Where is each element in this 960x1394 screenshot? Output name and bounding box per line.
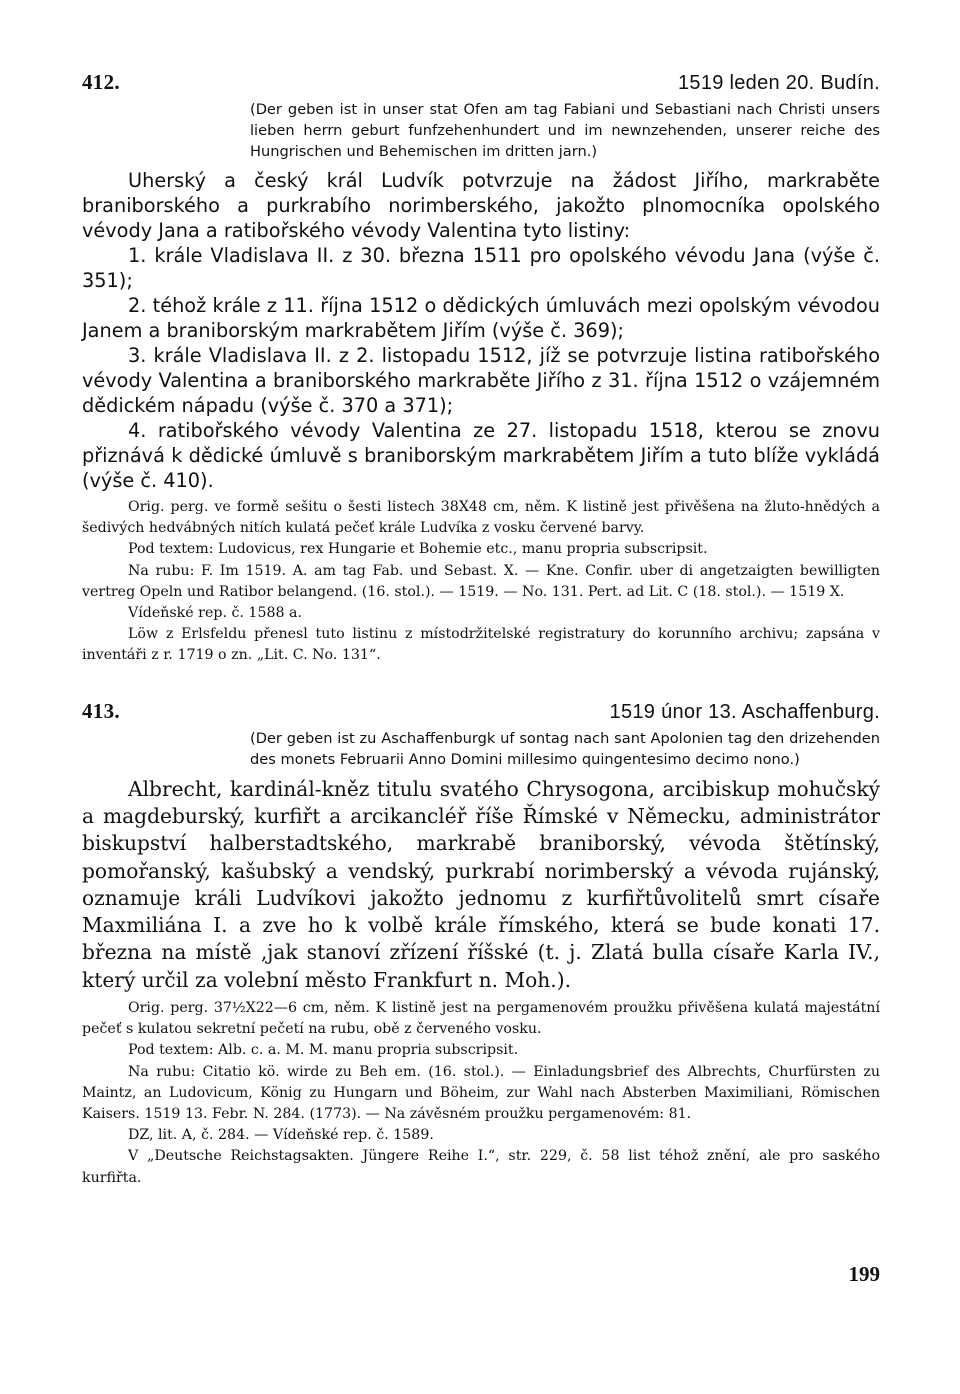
entry-412 [82, 70, 880, 667]
note-paragraph: Löw z Erlsfeldu přenesl tuto listinu z místodržitelské registratury do korunního archivu; zapsána v inventáři z r. 1719 o zn. „Lit. C. No. 131“. [82, 626, 880, 664]
entry-summary: Uherský a český král Ludvík potvrzuje na žádost Jiřího, markraběte braniborského a purkrabího norimberského, jakožto plnomocníka opolského vévody Jana a ratibořského vévody Valentina tyto listiny: [82, 169, 880, 242]
entry-summary: Albrecht, kardinál-kněz titulu svatého Chrysogona, arcibiskup mohučský a magdeburský, kurfiřt a arcikancléř říše Římské v Německu, administrátor biskupství halberstadtského, markrabě braniborský, vévoda štětínský, pomořanský, kašubský a vendský, purkrabí norimberský a vévoda rujánský, oznamuje králi Ludvíkovi jakožto jednomu z kurfiřtůvolitelů smrt císaře Maxmiliána I. a zve ho k volbě krále římského, která se bude konati 17. března na místě ‚jak stanoví zřízení říšské (t. j. Zlatá bulla císaře Karla IV., který určil za volební město Frankfurt n. Moh.). [82, 776, 880, 992]
note-paragraph: DZ, lit. A, č. 284. — Vídeňské rep. č. 1589. [128, 1127, 434, 1144]
document-page [82, 70, 880, 1189]
entry-notes [82, 497, 880, 667]
note-paragraph: Pod textem: Ludovicus, rex Hungarie et Bohemie etc., manu propria subscripsit. [128, 541, 708, 558]
list-item: 3. krále Vladislava II. z 2. listopadu 1512, jíž se potvrzuje listina ratibořského vévody Valentina a braniborského markraběte Jiřího z 31. října 1512 o vzájemném dědickém nápadu (výše č. 370 a 371); [82, 344, 880, 417]
list-item: 1. krále Vladislava II. z 30. března 1511 pro opolského vévodu Jana (výše č. 351); [82, 244, 880, 292]
list-item: 4. ratibořského vévody Valentina ze 27. listopadu 1518, kterou se znovu přiznává k dědické úmluvě s braniborským markrabětem Jiřím a tuto blíže vykládá (výše č. 410). [82, 419, 880, 492]
entry-number: 413. [82, 698, 120, 723]
entry-number: 412. [82, 70, 120, 94]
entry-notes [82, 998, 880, 1189]
entry-quote: (Der geben ist in unser stat Ofen am tag Fabiani und Sebastiani nach Christi unsers lieben herrn geburt funfzehenhundert und im newnzehenden, unserer reiche des Hungrischen und Behemischen im dritten jarn.) [250, 101, 880, 160]
page-number: 199 [848, 1262, 880, 1286]
note-paragraph: Na rubu: F. Im 1519. A. am tag Fab. und Sebast. X. — Kne. Confir. uber di angetzaigten bewilligten vertreg Opeln und Ratibor belangend. (16. stol.). — 1519. — No. 131. Pert. ad Lit. C (18. stol.). — 1519 X. [82, 562, 880, 600]
entry-413 [82, 699, 880, 1189]
note-paragraph: Orig. perg. 37½X22—6 cm, něm. K listině jest na pergamenovém proužku přivěšena kulatá majestátní pečeť s kulatou sekretní pečetí na rubu, obě z červeného vosku. [82, 1000, 880, 1038]
note-paragraph: Vídeňské rep. č. 1588 a. [128, 605, 303, 622]
note-paragraph: V „Deutsche Reichstagsakten. Jüngere Reihe I.“, str. 229, č. 58 list téhož znění, ale pro saského kurfiřta. [82, 1148, 880, 1186]
entry-header [82, 699, 880, 724]
entry-date: 1519 leden 20. Budín. [677, 72, 880, 94]
note-paragraph: Pod textem: Alb. c. a. M. M. manu propria subscripsit. [128, 1042, 519, 1059]
note-paragraph: Na rubu: Citatio kö. wirde zu Beh em. (16. stol.). — Einladungsbrief des Albrechts, Churfürsten zu Maintz, an Ludovicum, König zu Hungarn und Böheim, zur Wahl nach Absterben Maximiliani, Römischen Kaisers. 1519 13. Febr. N. 284. (1773). — Na závěsném proužku pergamenovém: 81. [82, 1063, 880, 1123]
entry-header [82, 70, 880, 95]
list-item: 2. téhož krále z 11. října 1512 o dědických úmluvách mezi opolským vévodou Janem a braniborským markrabětem Jiřím (výše č. 369); [82, 294, 880, 342]
note-paragraph: Orig. perg. ve formě sešitu o šesti listech 38X48 cm, něm. K listině jest přivěšena na žluto-hnědých a šedivých hedvábných nitích kulatá pečeť krále Ludvíka z vosku červené barvy. [82, 499, 880, 537]
entry-date: 1519 únor 13. Aschaffenburg. [609, 700, 880, 723]
entry-quote: (Der geben ist zu Aschaffenburgk uf sontag nach sant Apolonien tag den drizehenden des monets Februarii Anno Domini millesimo quingentesimo decimo nono.) [250, 729, 880, 768]
